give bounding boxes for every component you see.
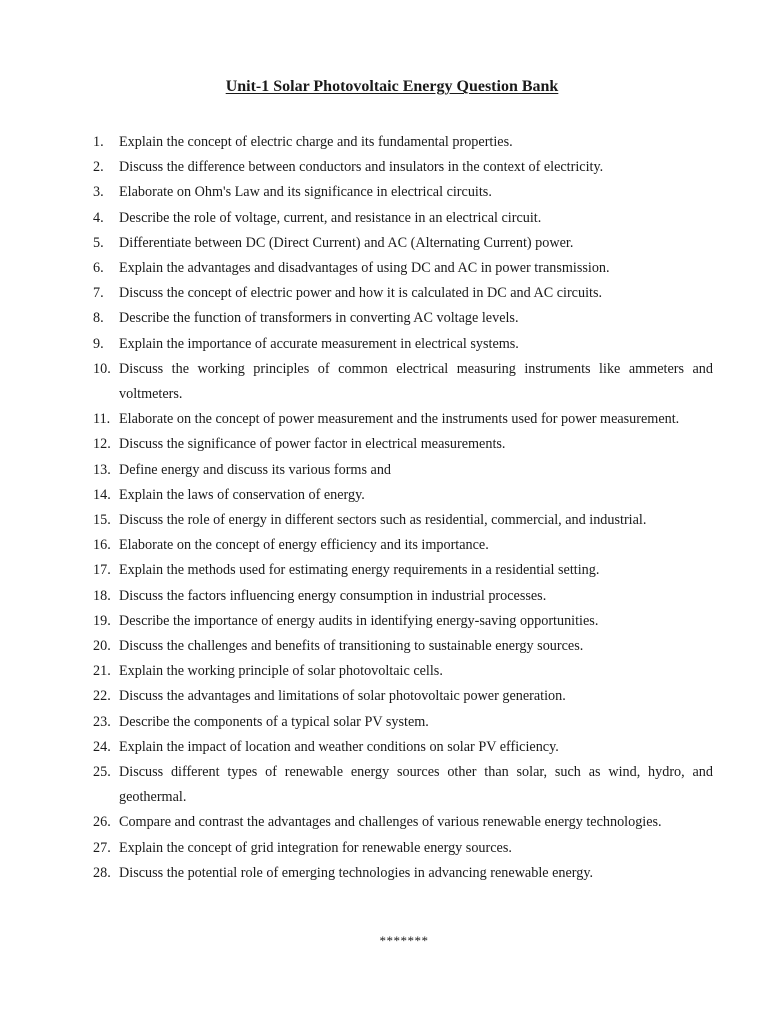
question-text: Discuss the factors influencing energy consumption in industrial processes.	[119, 587, 547, 604]
question-number: 10.	[93, 360, 111, 377]
question-item	[93, 281, 713, 306]
question-text: Explain the methods used for estimating energy requirements in a residential setting.	[119, 562, 600, 579]
question-item	[93, 810, 713, 835]
question-text: Differentiate between DC (Direct Current) and AC (Alternating Current) power.	[119, 234, 574, 251]
question-number: 3.	[93, 184, 104, 201]
question-text: Explain the working principle of solar photovoltaic cells.	[119, 663, 443, 680]
question-text: Elaborate on the concept of power measurement and the instruments used for power measurement.	[119, 411, 680, 428]
question-text: Discuss the significance of power factor in electrical measurements.	[119, 436, 506, 453]
question-item	[93, 659, 713, 684]
question-item	[93, 432, 713, 457]
question-text: Explain the concept of electric charge and its fundamental properties.	[119, 134, 513, 150]
question-text: Explain the laws of conservation of energy.	[119, 486, 365, 503]
question-number: 19.	[93, 612, 111, 629]
question-item	[93, 533, 713, 558]
question-number: 26.	[93, 814, 111, 831]
question-text: Explain the concept of grid integration for renewable energy sources.	[119, 839, 512, 856]
question-number: 13.	[93, 461, 111, 478]
question-text: Explain the impact of location and weather conditions on solar PV efficiency.	[119, 738, 559, 755]
question-text: Discuss the difference between conductors and insulators in the context of electricity.	[119, 159, 604, 176]
question-text: Elaborate on the concept of energy efficiency and its importance.	[119, 537, 489, 554]
question-item	[93, 458, 713, 483]
question-item	[93, 609, 713, 634]
question-text: Elaborate on Ohm's Law and its significance in electrical circuits.	[119, 184, 492, 201]
question-number: 6.	[93, 260, 104, 277]
question-number: 1.	[93, 134, 104, 150]
question-number: 7.	[93, 285, 104, 302]
question-item	[93, 332, 713, 357]
question-text: Define energy and discuss its various forms and	[119, 461, 392, 478]
page-title: Unit-1 Solar Photovoltaic Energy Question Bank	[225, 78, 559, 95]
question-number: 11.	[93, 411, 111, 428]
question-number: 17.	[93, 562, 111, 579]
question-number: 2.	[93, 159, 104, 176]
question-number: 24.	[93, 738, 111, 755]
question-item	[93, 836, 713, 861]
question-item	[93, 256, 713, 281]
question-item	[93, 155, 713, 180]
question-number: 22.	[93, 688, 111, 705]
question-text: Discuss the potential role of emerging technologies in advancing renewable energy.	[119, 864, 594, 881]
question-item	[93, 634, 713, 659]
end-marker: *******	[379, 933, 429, 948]
question-number: 5.	[93, 234, 104, 251]
question-number: 14.	[93, 486, 111, 503]
question-text: Discuss the advantages and limitations of solar photovoltaic power generation.	[119, 688, 566, 705]
question-item	[93, 735, 713, 760]
question-item	[93, 508, 713, 533]
question-item	[93, 558, 713, 583]
question-text: Discuss the challenges and benefits of transitioning to sustainable energy sources.	[119, 638, 584, 655]
question-number: 8.	[93, 310, 104, 327]
question-number: 18.	[93, 587, 111, 604]
question-text: Discuss different types of renewable energy sources other than solar, such as wind, hydro, and geothermal.	[119, 764, 713, 806]
question-item	[93, 130, 713, 155]
question-number: 21.	[93, 663, 111, 680]
question-number: 23.	[93, 713, 111, 730]
question-item	[93, 483, 713, 508]
question-item	[93, 684, 713, 709]
question-number: 4.	[93, 209, 104, 226]
question-item	[93, 357, 713, 407]
question-item	[93, 306, 713, 331]
question-number: 12.	[93, 436, 111, 453]
question-number: 9.	[93, 335, 104, 352]
question-text: Explain the importance of accurate measurement in electrical systems.	[119, 335, 519, 352]
question-item	[93, 861, 713, 886]
question-text: Describe the role of voltage, current, and resistance in an electrical circuit.	[119, 209, 542, 226]
question-text: Compare and contrast the advantages and challenges of various renewable energy technologies.	[119, 814, 662, 831]
question-list	[93, 130, 713, 886]
question-text: Describe the function of transformers in converting AC voltage levels.	[119, 310, 519, 327]
question-text: Discuss the role of energy in different sectors such as residential, commercial, and industrial.	[119, 512, 647, 529]
question-item	[93, 231, 713, 256]
question-number: 28.	[93, 864, 111, 881]
question-item	[93, 584, 713, 609]
question-text: Discuss the concept of electric power and how it is calculated in DC and AC circuits.	[119, 285, 603, 302]
question-number: 25.	[93, 764, 111, 781]
question-item	[93, 760, 713, 810]
question-text: Describe the importance of energy audits in identifying energy-saving opportunities.	[119, 612, 599, 629]
question-item	[93, 206, 713, 231]
question-text: Explain the advantages and disadvantages of using DC and AC in power transmission.	[119, 260, 610, 277]
question-item	[93, 710, 713, 735]
question-item	[93, 180, 713, 205]
question-number: 20.	[93, 638, 111, 655]
question-number: 16.	[93, 537, 111, 554]
question-text: Discuss the working principles of common electrical measuring instruments like ammeters and voltmeters.	[119, 360, 713, 403]
question-number: 15.	[93, 512, 111, 529]
question-item	[93, 407, 713, 432]
question-number: 27.	[93, 839, 111, 856]
question-text: Describe the components of a typical solar PV system.	[119, 713, 429, 730]
